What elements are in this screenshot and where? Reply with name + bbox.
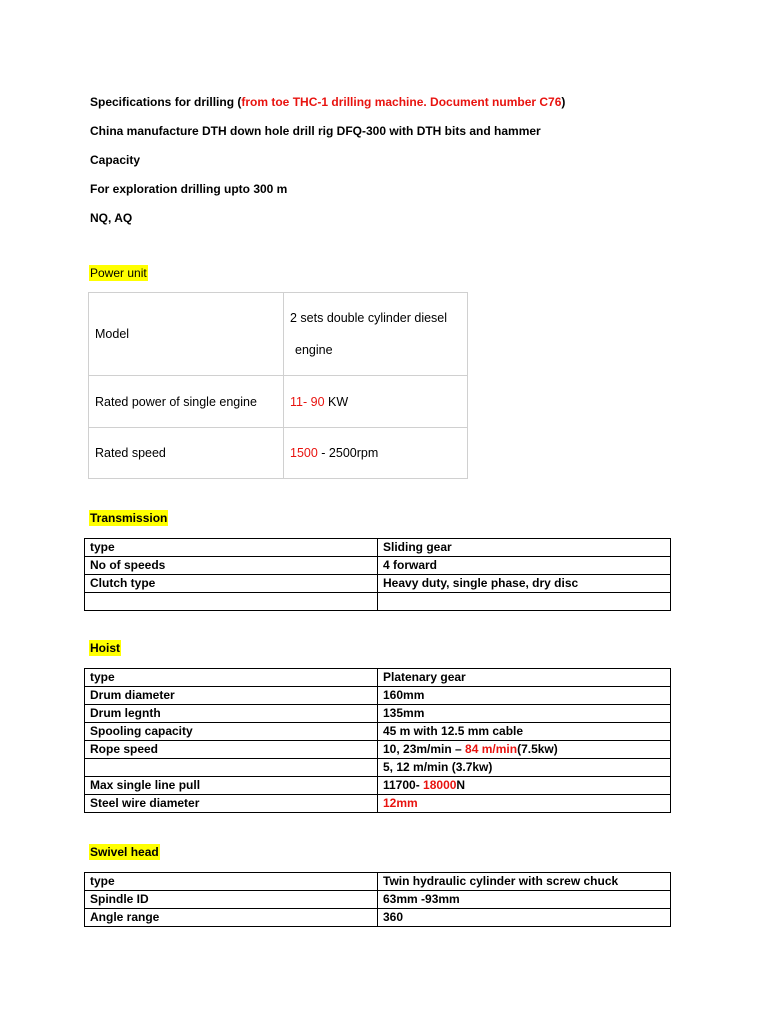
rope-speed-a: 10, 23m/min – [383,742,466,756]
table-row [85,873,671,891]
table-cell-label: Spooling capacity [85,723,378,741]
table-cell-label: Rope speed [85,741,378,759]
table-cell-value: 4 forward [378,557,671,575]
table-row [89,428,468,479]
table-row [85,593,671,611]
table-cell-value: 5, 12 m/min (3.7kw) [378,759,671,777]
table-cell-value: 360 [378,909,671,927]
power-unit-table [88,292,468,479]
table-row [85,741,671,759]
model-value-line1: 2 sets double cylinder diesel [290,311,448,325]
table-cell-label: Max single line pull [85,777,378,795]
power-value-red: 11- 90 [290,394,325,409]
table-cell-label: Spindle ID [85,891,378,909]
table-cell-label: Rated speed [89,428,284,479]
table-row [85,705,671,723]
table-cell-value: Twin hydraulic cylinder with screw chuck [378,873,671,891]
wire-diameter-red: 12mm [383,796,418,810]
rope-speed-b: (7.5kw) [517,742,558,756]
line-pull-b: N [456,778,466,792]
spec-title [90,95,565,109]
model-value-line2: engine [295,343,333,357]
rope-speed-red: 84 m/min [465,742,518,756]
transmission-heading: Transmission [90,511,168,525]
table-cell-label: No of speeds [85,557,378,575]
swivel-head-heading: Swivel head [90,845,159,859]
power-value-unit: KW [324,394,349,409]
hoist-heading: Hoist [90,641,120,655]
table-row [85,669,671,687]
line-pull-a: 11700- [383,778,424,792]
table-cell-value: 63mm -93mm [378,891,671,909]
table-cell-label: type [85,873,378,891]
speed-value-rest: - 2500rpm [317,446,379,460]
table-row [89,376,468,428]
table-cell-value: 135mm [378,705,671,723]
table-row [85,891,671,909]
table-row [85,777,671,795]
table-cell-label [85,759,378,777]
table-cell-value [378,593,671,611]
table-cell-label: type [85,669,378,687]
speed-value-red: 1500 [290,446,318,460]
table-row [85,557,671,575]
table-cell-label: Drum legnth [85,705,378,723]
core-sizes: NQ, AQ [90,211,133,225]
transmission-table [84,538,671,611]
table-cell-value [284,428,468,479]
table-cell-value [378,741,671,759]
table-cell-value: Platenary gear [378,669,671,687]
table-cell-label: Steel wire diameter [85,795,378,813]
spec-title-prefix: Specifications for drilling ( [90,95,242,109]
table-cell-value [284,293,468,376]
spec-title-source: from toe THC-1 drilling machine. Document number C76 [241,95,562,109]
table-row [85,687,671,705]
table-cell-value [378,777,671,795]
table-cell-label [85,593,378,611]
table-row [85,795,671,813]
swivel-head-table [84,872,671,927]
table-row [85,539,671,557]
table-row [85,759,671,777]
table-cell-label: type [85,539,378,557]
table-row [85,575,671,593]
table-cell-value: 160mm [378,687,671,705]
table-row [85,909,671,927]
table-cell-value [378,795,671,813]
table-cell-value: Sliding gear [378,539,671,557]
capacity-label: Capacity [90,153,141,167]
table-cell-label: Model [89,293,284,376]
table-cell-label: Clutch type [85,575,378,593]
table-cell-label: Drum diameter [85,687,378,705]
table-cell-label: Angle range [85,909,378,927]
line-pull-red: 18000 [423,778,457,792]
hoist-table [84,668,671,813]
rig-description: China manufacture DTH down hole drill rig DFQ-300 with DTH bits and hammer [90,124,541,138]
table-row [89,293,468,376]
table-cell-value [284,376,468,428]
power-unit-heading: Power unit [90,266,147,280]
table-cell-value: Heavy duty, single phase, dry disc [378,575,671,593]
table-row [85,723,671,741]
table-cell-value: 45 m with 12.5 mm cable [378,723,671,741]
exploration-depth: For exploration drilling upto 300 m [90,182,288,196]
table-cell-label: Rated power of single engine [89,376,284,428]
spec-title-suffix: ) [561,95,566,109]
